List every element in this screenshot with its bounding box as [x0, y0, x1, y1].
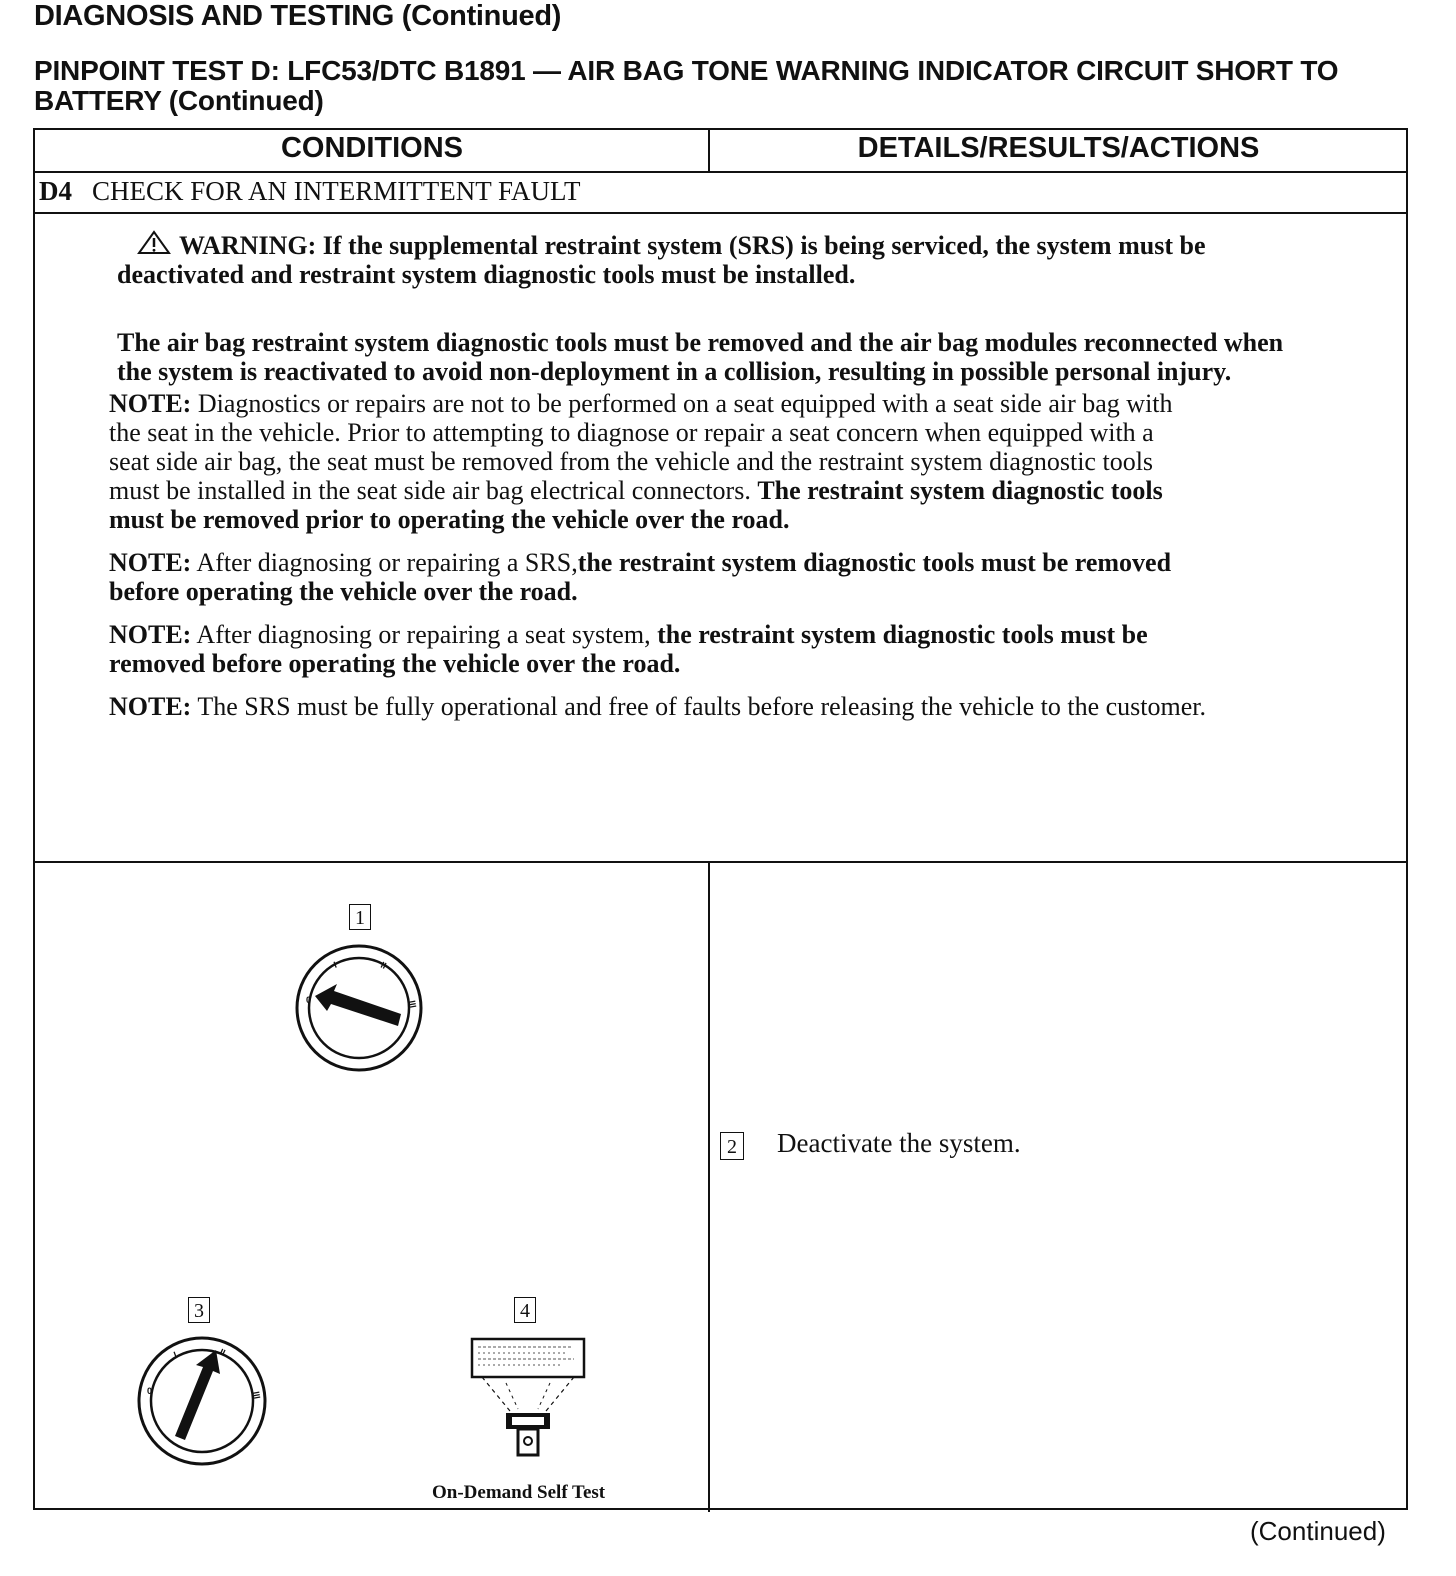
key-position-2: II — [218, 1346, 227, 1358]
warning-triangle-icon — [137, 230, 171, 256]
scan-tool-icon — [462, 1333, 592, 1463]
callout-1: 1 — [349, 904, 371, 930]
note-text: After diagnosing or repairing a seat system, — [196, 620, 651, 649]
key-position-1: I — [172, 1349, 179, 1360]
warning-paragraph-2: The air bag restraint system diagnostic tools must be removed and the air bag modules reconnected when the system is reactivated to avoid non-deployment in a collision, resulting in possible personal injury. — [117, 328, 1284, 386]
body-column-divider — [708, 861, 710, 1512]
note-text: The SRS must be fully operational and free of faults before releasing the vehicle to the customer. — [197, 692, 1207, 721]
note-2 — [109, 548, 1189, 606]
callout-4: 4 — [514, 1297, 536, 1323]
note-bold-text: the restraint system diagnostic tools must be removed before operating the vehicle over the road. — [109, 620, 1148, 678]
callout-2: 2 — [720, 1132, 744, 1160]
note-label: NOTE: — [109, 620, 192, 649]
step-id: D4 — [39, 176, 72, 206]
note-bold-text: The restraint system diagnostic tools must be removed prior to operating the vehicle over the road. — [109, 476, 1163, 534]
key-arrow — [315, 984, 401, 1026]
header-divider — [35, 171, 1406, 173]
ignition-switch-run-icon — [135, 1334, 269, 1468]
figure-caption: On-Demand Self Test — [432, 1482, 606, 1503]
key-position-0: 0 — [306, 995, 312, 1005]
header-column-divider — [708, 130, 710, 172]
note-3 — [109, 620, 1204, 678]
pinpoint-test-table — [33, 128, 1408, 1510]
details-column-header: DETAILS/RESULTS/ACTIONS — [857, 132, 1260, 164]
section-title: DIAGNOSIS AND TESTING (Continued) — [34, 0, 562, 32]
key-position-2: II — [379, 959, 388, 971]
note-label: NOTE: — [109, 692, 192, 721]
callout-3: 3 — [188, 1297, 210, 1323]
key-position-0: 0 — [147, 1386, 153, 1396]
step-title: CHECK FOR AN INTERMITTENT FAULT — [92, 176, 581, 206]
warning-paragraph — [117, 230, 1339, 289]
key-arrow — [175, 1350, 220, 1440]
warning-text: If the supplemental restraint system (SRS) is being serviced, the system must be deactivated and restraint system diagnostic tools must be installed. — [117, 231, 1206, 289]
note-1 — [109, 389, 1189, 534]
note-4 — [109, 692, 1209, 721]
warning-label: WARNING: — [179, 231, 317, 260]
notes-divider — [35, 861, 1406, 863]
step-divider — [35, 212, 1406, 214]
pinpoint-test-title: PINPOINT TEST D: LFC53/DTC B1891 — AIR BAG TONE WARNING INDICATOR CIRCUIT SHORT TO BATTERY (Continued) — [34, 55, 1339, 116]
key-position-3: III — [407, 999, 419, 1009]
note-bold-text: the restraint system diagnostic tools must be removed before operating the vehicle over the road. — [109, 548, 1172, 606]
note-label: NOTE: — [109, 389, 192, 418]
note-text: After diagnosing or repairing a SRS, — [196, 548, 578, 577]
note-text: Diagnostics or repairs are not to be performed on a seat equipped with a seat side air bag with the seat in the vehicle. Prior to attempting to diagnose or repair a seat concern when equipped with a seat side air bag, the seat must be removed from the vehicle and the restraint system diagnostic tools must be installed in the seat side air bag electrical connectors. — [109, 389, 1173, 505]
note-label: NOTE: — [109, 548, 192, 577]
warnings-and-notes — [109, 230, 1339, 721]
step-row — [39, 176, 581, 207]
continued-label: (Continued) — [1250, 1516, 1386, 1546]
ignition-switch-off-icon — [293, 942, 425, 1074]
key-position-1: I — [332, 959, 339, 970]
conditions-column-header: CONDITIONS — [280, 132, 464, 164]
action-text: Deactivate the system. — [777, 1128, 1021, 1158]
key-position-3: III — [251, 1390, 263, 1400]
